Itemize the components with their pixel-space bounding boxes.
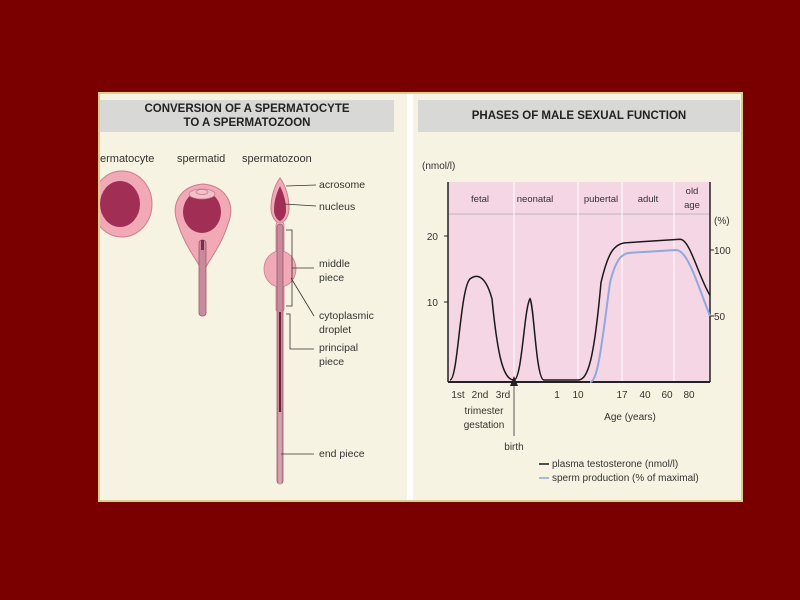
plot-area	[448, 182, 710, 382]
x-tick-1: 2nd	[471, 390, 489, 401]
label-nucleus: nucleus	[319, 201, 356, 213]
label-principal-2: piece	[319, 356, 345, 368]
left-tick-10: 10	[426, 298, 438, 309]
spermatozoon-cell	[264, 178, 296, 484]
label-principal-1: principal	[319, 342, 359, 354]
right-tick-100: 100	[714, 246, 731, 257]
x-tick-3: 1	[554, 390, 560, 401]
trimester-label: trimester	[464, 406, 504, 417]
leader-lines	[281, 185, 316, 454]
phase-fetal: fetal	[471, 194, 489, 205]
phase-pubertal: pubertal	[583, 194, 619, 205]
x-tick-2: 3rd	[495, 390, 511, 401]
x-tick-7: 60	[661, 390, 673, 401]
phase-adult: adult	[637, 194, 659, 205]
panel-divider	[407, 94, 413, 502]
phase-neonatal: neonatal	[516, 194, 554, 205]
x-tick-0: 1st	[451, 390, 465, 401]
left-title-line2: TO A SPERMATOZOON	[183, 117, 311, 129]
x-tick-6: 40	[639, 390, 651, 401]
label-spermatid: spermatid	[177, 153, 226, 165]
right-title: PHASES OF MALE SEXUAL FUNCTION	[471, 110, 687, 122]
label-end-piece: end piece	[319, 448, 365, 460]
left-tick-20: 20	[426, 232, 438, 243]
spermatid-cell	[175, 184, 230, 316]
left-axis-unit: (nmol/l)	[422, 161, 456, 172]
legend-sperm: sperm production (% of maximal)	[552, 473, 699, 484]
label-middle-piece-2: piece	[319, 272, 345, 284]
left-title-line1: CONVERSION OF A SPERMATOCYTE	[144, 103, 350, 115]
right-axis-unit: (%)	[714, 216, 730, 227]
label-acrosome: acrosome	[319, 179, 366, 191]
phase-old: old	[685, 186, 699, 197]
right-tick-50: 50	[714, 312, 726, 323]
x-axis-label: Age (years)	[604, 412, 656, 423]
x-tick-4: 10	[572, 390, 584, 401]
gestation-label: gestation	[463, 420, 505, 431]
x-tick-8: 80	[683, 390, 695, 401]
label-middle-piece-1: middle	[319, 258, 350, 270]
label-spermatocyte: ermatocyte	[100, 153, 155, 165]
legend-testosterone: plasma testosterone (nmol/l)	[552, 459, 679, 470]
sexual-function-chart	[418, 94, 740, 502]
phase-age: age	[684, 200, 700, 211]
label-spermatozoon: spermatozoon	[242, 153, 312, 165]
birth-label: birth	[504, 442, 524, 453]
spermatocyte-cell	[100, 171, 152, 237]
sperm-diagram	[100, 94, 405, 502]
label-cytoplasmic-1: cytoplasmic	[319, 310, 374, 322]
x-tick-5: 17	[616, 390, 628, 401]
label-cytoplasmic-2: droplet	[319, 324, 352, 336]
slide	[98, 92, 743, 502]
